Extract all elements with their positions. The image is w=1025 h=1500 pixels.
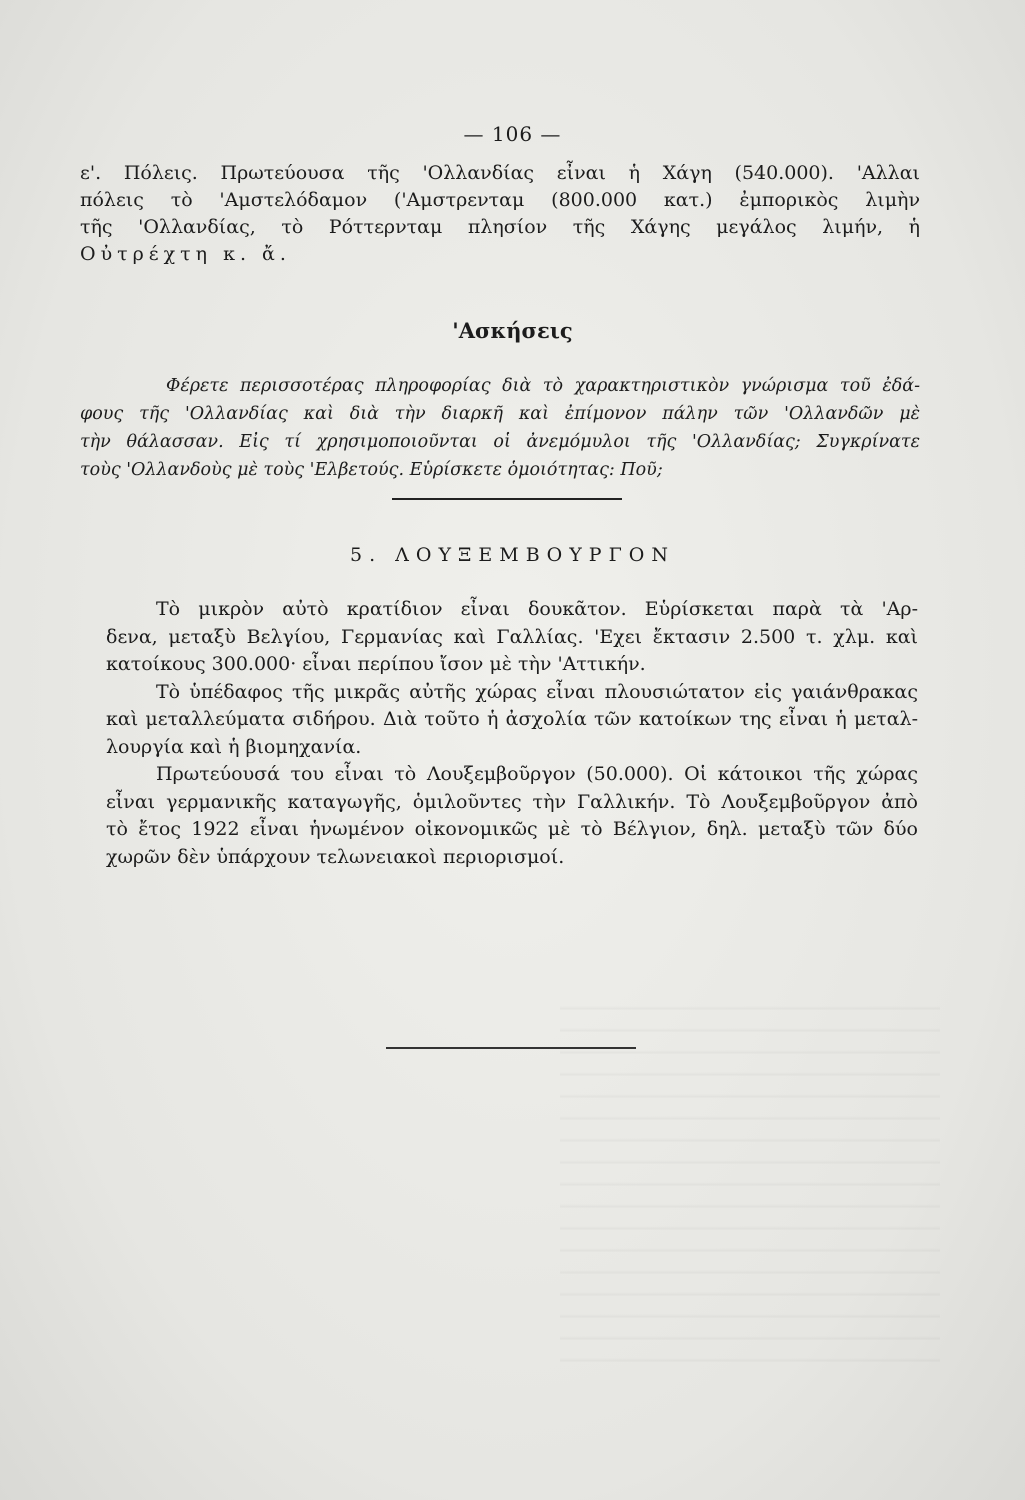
text-line: τὴν θάλασσαν. Εἰς τί χρησιμοποιοῦνται οἱ ἀνεμόμυλοι τῆς 'Ολλανδίας; Συγκρίνατε — [80, 432, 920, 452]
section-heading: 5. ΛΟΥΞΕΜΒΟΥΡΓΟΝ — [350, 544, 675, 566]
text-line: Οὐτρέχτη κ. ἄ. — [80, 243, 291, 265]
text-line: πόλεις τὸ 'Αμστελόδαμον ('Αμστρενταμ (800.000 κατ.) ἐμπορικὸς λιμὴν — [80, 189, 920, 211]
text-line: τὸ ἔτος 1922 εἶναι ἡνωμένον οἰκονομικῶς μὲ τὸ Βέλγιον, δηλ. μεταξὺ τῶν δύο — [106, 818, 918, 840]
exercises-paragraph — [80, 372, 920, 484]
cities-paragraph — [80, 160, 920, 268]
text-line: ε'. Πόλεις. Πρωτεύουσα τῆς 'Ολλανδίας εἶναι ἡ Χάγη (540.000). 'Αλλαι — [80, 162, 920, 184]
text-line: λουργία καὶ ἡ βιομηχανία. — [106, 735, 362, 758]
text-line: τοὺς 'Ολλανδοὺς μὲ τοὺς 'Ελβετούς. Εὑρίσκετε ὁμοιότητας: Ποῦ; — [80, 460, 663, 480]
text-line: Τὸ ὑπέδαφος τῆς μικρᾶς αὐτῆς χώρας εἶναι πλουσιώτατον εἰς γαιάνθρακας — [156, 680, 918, 703]
text-line: δενα, μεταξὺ Βελγίου, Γερμανίας καὶ Γαλλίας. 'Εχει ἔκτασιν 2.500 τ. χλμ. καὶ — [106, 625, 918, 648]
text-line: καὶ μεταλλεύματα σιδήρου. Διὰ τοῦτο ἡ ἀσχολία τῶν κατοίκων της εἶναι ἡ μεταλ- — [106, 708, 918, 730]
end-divider — [386, 1047, 636, 1049]
text-line: Πρωτεύουσά του εἶναι τὸ Λουξεμβοῦργον (50.000). Οἱ κάτοικοι τῆς χώρας — [156, 763, 918, 785]
text-line: εἶναι γερμανικῆς καταγωγῆς, ὁμιλοῦντες τὴν Γαλλικήν. Τὸ Λουξεμβοῦργον ἀπὸ — [106, 790, 918, 813]
text-line: Τὸ μικρὸν αὐτὸ κρατίδιον εἶναι δουκᾶτον. Εὑρίσκεται παρὰ τὰ 'Αρ- — [156, 598, 918, 620]
text-line: Φέρετε περισσοτέρας πληροφορίας διὰ τὸ χαρακτηριστικὸν γνώρισμα τοῦ ἐδά- — [166, 376, 920, 396]
text-line: φους τῆς 'Ολλανδίας καὶ διὰ τὴν διαρκῆ καὶ ἐπίμονον πάλην τῶν 'Ολλανδῶν μὲ — [80, 404, 920, 424]
text-line: κατοίκους 300.000· εἶναι περίπου ἴσον μὲ τὴν 'Αττικήν. — [106, 653, 646, 675]
page-number: — 106 — — [463, 122, 562, 146]
section-divider — [392, 498, 622, 500]
exercises-title: 'Ασκήσεις — [452, 318, 573, 343]
text-line: τῆς 'Ολλανδίας, τὸ Ρόττερνταμ πλησίον τῆς Χάγης μεγάλος λιμήν, ἡ — [80, 216, 920, 238]
luxembourg-text — [106, 596, 918, 871]
show-through-texture — [560, 1000, 940, 1380]
text-line: χωρῶν δὲν ὑπάρχουν τελωνειακοὶ περιορισμοί. — [106, 845, 565, 868]
